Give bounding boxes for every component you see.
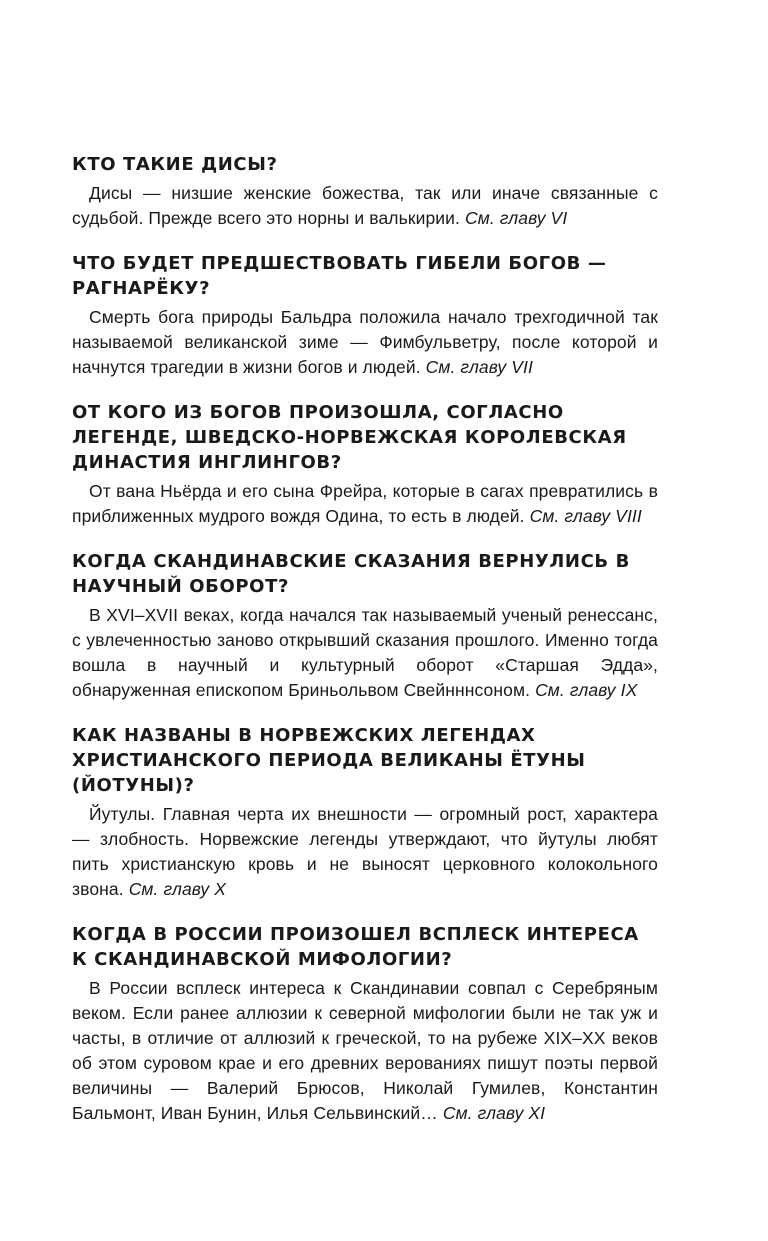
answer-text	[72, 603, 658, 703]
answer-text	[72, 181, 658, 231]
answer-body: В России всплеск интереса к Скандинавии совпал с Серебряным веком. Если ранее аллюзии к северной мифологии были не так уж и часты, в отличие от аллюзий к греческой, то на рубеже XIX–XX веков об этом суровом крае и его древних верованиях пишут поэты первой величины — Валерий Брюсов, Николай Гумилев, Константин Бальмонт, Иван Бунин, Илья Сельвинский…	[72, 978, 658, 1123]
question-heading: КОГДА В РОССИИ ПРОИЗОШЕЛ ВСПЛЕСК ИНТЕРЕСА К СКАНДИНАВСКОЙ МИФОЛОГИИ?	[72, 924, 639, 970]
qa-item	[72, 152, 658, 231]
answer-body: От вана Ньёрда и его сына Фрейра, которые в сагах превратились в приближенных мудрого вождя Одина, то есть в людей.	[72, 481, 658, 526]
page-content	[72, 152, 658, 1146]
qa-item	[72, 922, 658, 1126]
chapter-reference: См. главу VII	[425, 357, 533, 377]
answer-text	[72, 305, 658, 380]
question-heading: ЧТО БУДЕТ ПРЕДШЕСТВОВАТЬ ГИБЕЛИ БОГОВ — РАГНАРЁКУ?	[72, 253, 607, 299]
answer-body: В XVI–XVII веках, когда начался так называемый ученый ренессанс, с увлеченностью заново открывший сказания прошлого. Именно тогда вошла в научный и культурный оборот «Старшая Эдда», обнаруженная епископом Бриньольвом Свейнннсоном.	[72, 605, 658, 700]
chapter-reference: См. главу VIII	[529, 506, 642, 526]
question-heading: КТО ТАКИЕ ДИСЫ?	[72, 154, 278, 175]
answer-text	[72, 479, 658, 529]
question-heading: КОГДА СКАНДИНАВСКИЕ СКАЗАНИЯ ВЕРНУЛИСЬ В НАУЧНЫЙ ОБОРОТ?	[72, 551, 630, 597]
question-heading: КАК НАЗВАНЫ В НОРВЕЖСКИХ ЛЕГЕНДАХ ХРИСТИАНСКОГО ПЕРИОДА ВЕЛИКАНЫ ЁТУНЫ (ЙОТУНЫ)?	[72, 725, 586, 796]
question-heading: ОТ КОГО ИЗ БОГОВ ПРОИЗОШЛА, СОГЛАСНО ЛЕГЕНДЕ, ШВЕДСКО-НОРВЕЖСКАЯ КОРОЛЕВСКАЯ ДИНАСТИЯ ИНГЛИНГОВ?	[72, 402, 627, 473]
qa-item	[72, 723, 658, 902]
answer-body: Дисы — низшие женские божества, так или иначе связанные с судьбой. Прежде всего это норны и валькирии.	[72, 183, 658, 228]
chapter-reference: См. главу IX	[535, 680, 638, 700]
chapter-reference: См. главу XI	[442, 1103, 546, 1123]
qa-item	[72, 251, 658, 380]
qa-item	[72, 400, 658, 529]
chapter-reference: См. главу VI	[464, 208, 568, 228]
answer-text	[72, 976, 658, 1126]
answer-body: Смерть бога природы Бальдра положила начало трехгодичной так называемой великанской зиме — Фимбульветру, после которой и начнутся трагедии в жизни богов и людей.	[72, 307, 658, 377]
answer-body: Йутулы. Главная черта их внешности — огромный рост, характера — злобность. Норвежские легенды утверждают, что йутулы любят пить христианскую кровь и не выносят церковного колокольного звона.	[72, 804, 658, 899]
answer-text	[72, 802, 658, 902]
qa-item	[72, 549, 658, 703]
chapter-reference: См. главу X	[128, 879, 227, 899]
